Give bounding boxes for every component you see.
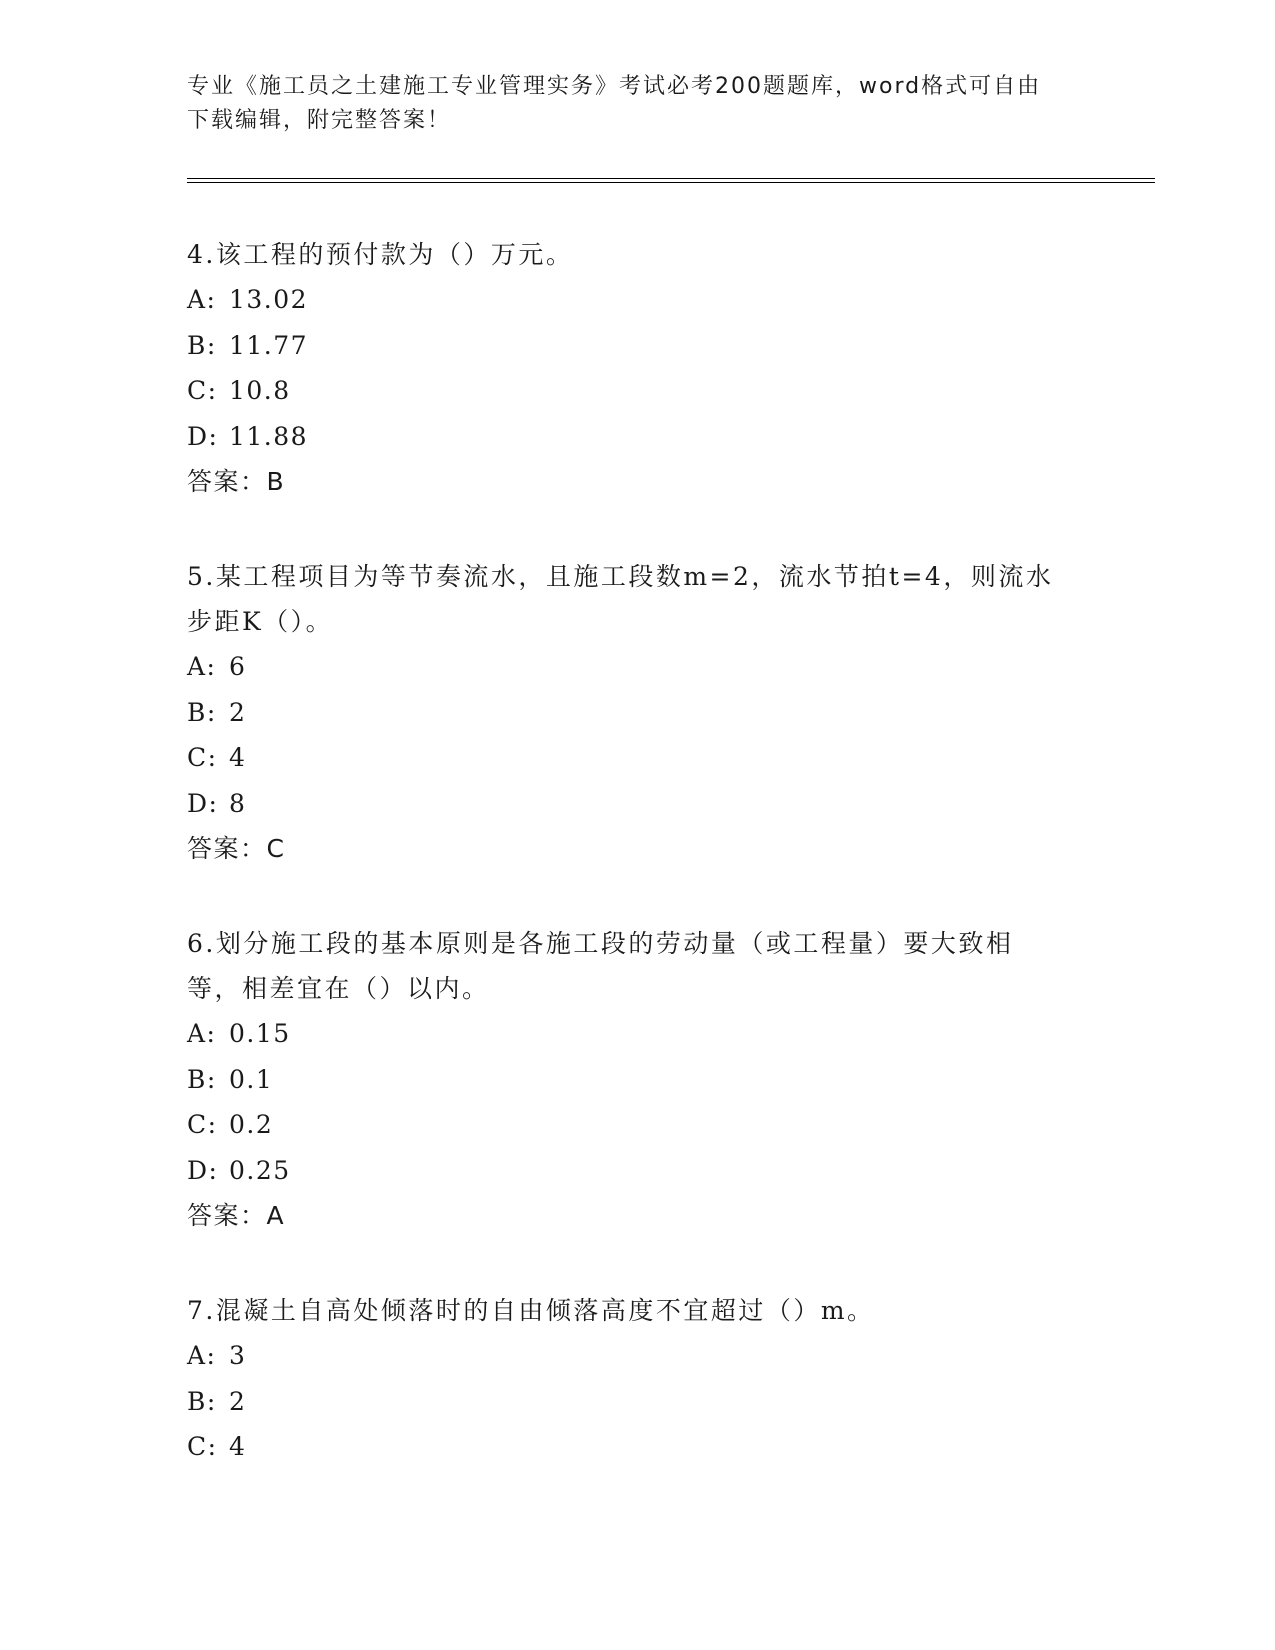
option-text: 0.1 <box>229 1064 274 1094</box>
option-letter: C: <box>187 376 218 405</box>
header-line-1: 专业《施工员之土建施工专业管理实务》考试必考200题题库，word格式可自由 <box>187 74 1042 99</box>
question-7 <box>187 1288 1067 1470</box>
question-list <box>187 232 1067 1520</box>
question-stem-continued: 步距K（）。 <box>187 607 334 636</box>
option-text: 3 <box>229 1341 247 1370</box>
option-c <box>187 1424 1067 1470</box>
question-6 <box>187 921 1067 1238</box>
option-b <box>187 323 1067 369</box>
header-line-2: 下载编辑，附完整答案！ <box>187 108 452 133</box>
option-d <box>187 781 1067 827</box>
question-stem: 7.混凝土自高处倾落时的自由倾落高度不宜超过（）m。 <box>187 1296 875 1325</box>
option-b <box>187 1057 1067 1103</box>
option-text: 0.25 <box>229 1155 291 1185</box>
option-letter: B: <box>187 1064 217 1094</box>
answer-line: 答案：A <box>187 1201 286 1230</box>
option-d <box>187 414 1067 460</box>
option-letter: B: <box>187 697 217 727</box>
option-text: 6 <box>229 652 247 681</box>
answer-line: 答案：B <box>187 467 286 496</box>
question-5 <box>187 554 1067 871</box>
option-b <box>187 1379 1067 1425</box>
option-b <box>187 690 1067 736</box>
option-letter: A: <box>187 1019 217 1048</box>
option-text: 8 <box>229 788 247 818</box>
option-text: 13.02 <box>229 285 309 314</box>
option-letter: B: <box>187 1386 217 1416</box>
question-4 <box>187 232 1067 504</box>
option-letter: C: <box>187 1432 218 1461</box>
question-stem: 6.划分施工段的基本原则是各施工段的劳动量（或工程量）要大致相 <box>187 929 1014 958</box>
option-text: 2 <box>229 1386 247 1416</box>
option-letter: C: <box>187 1110 218 1139</box>
option-letter: A: <box>187 652 217 681</box>
option-letter: D: <box>187 421 219 451</box>
option-text: 4 <box>229 1432 247 1461</box>
option-c <box>187 1102 1067 1148</box>
question-stem: 5.某工程项目为等节奏流水，且施工段数m=2，流水节拍t=4，则流水 <box>187 562 1054 591</box>
option-letter: A: <box>187 1341 217 1370</box>
option-a <box>187 644 1067 690</box>
option-text: 2 <box>229 697 247 727</box>
question-stem: 4.该工程的预付款为（）万元。 <box>187 240 574 269</box>
option-letter: D: <box>187 788 219 818</box>
option-letter: C: <box>187 743 218 772</box>
answer-line: 答案：C <box>187 834 286 863</box>
option-c <box>187 368 1067 414</box>
option-a <box>187 1333 1067 1379</box>
option-text: 4 <box>229 743 247 772</box>
option-d <box>187 1148 1067 1194</box>
option-letter: D: <box>187 1155 219 1185</box>
option-a <box>187 1011 1067 1057</box>
header-divider-top <box>187 178 1155 179</box>
header-divider-bottom <box>187 182 1155 183</box>
question-stem-continued: 等，相差宜在（）以内。 <box>187 974 490 1003</box>
option-c <box>187 735 1067 781</box>
option-text: 11.88 <box>229 421 309 451</box>
document-header <box>187 70 1067 138</box>
option-text: 0.2 <box>229 1110 274 1139</box>
option-text: 0.15 <box>229 1019 291 1048</box>
option-a <box>187 277 1067 323</box>
option-letter: A: <box>187 285 217 314</box>
option-text: 11.77 <box>229 330 309 360</box>
option-letter: B: <box>187 330 217 360</box>
option-text: 10.8 <box>229 376 291 405</box>
